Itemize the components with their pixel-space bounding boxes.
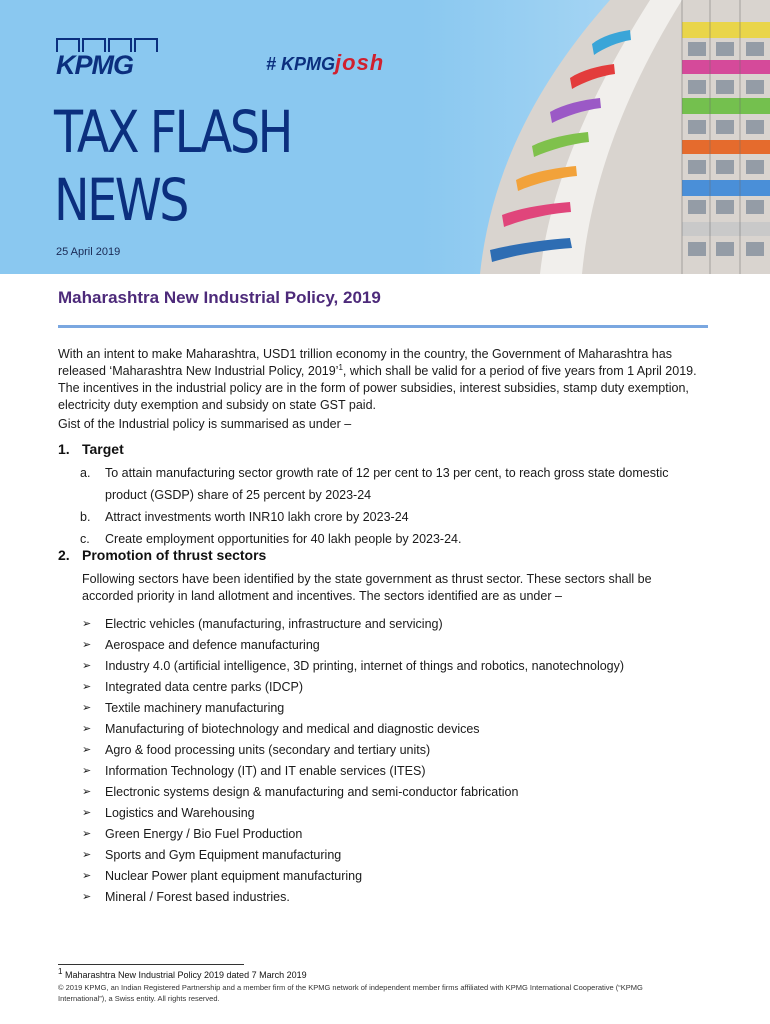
arrow-bullet-icon: ➢ <box>82 828 92 840</box>
list-item-text: Logistics and Warehousing <box>105 806 255 820</box>
list-item <box>82 635 702 656</box>
footnote-text: Maharashtra New Industrial Policy 2019 dated 7 March 2019 <box>64 970 307 980</box>
footnote-reference[interactable]: 1 <box>338 362 343 372</box>
kpmg-logo <box>56 38 160 84</box>
list-item <box>82 677 702 698</box>
arrow-bullet-icon: ➢ <box>82 807 92 819</box>
list-item <box>82 740 702 761</box>
gist-paragraph: Gist of the Industrial policy is summarised as under – <box>58 417 352 431</box>
arrow-bullet-icon: ➢ <box>82 765 92 777</box>
section-number: 2. <box>58 547 70 563</box>
kpmg-logo-word: KPMG <box>56 50 133 80</box>
arrow-bullet-icon: ➢ <box>82 723 92 735</box>
kpmg-josh-logo <box>266 50 384 76</box>
title-divider <box>58 325 708 328</box>
newsletter-title-line1: TAX FLASH <box>54 98 291 166</box>
list-item <box>82 845 702 866</box>
list-item <box>82 698 702 719</box>
footnote-divider <box>58 964 244 965</box>
list-item <box>82 866 702 887</box>
list-item-text: To attain manufacturing sector growth rate of 12 per cent to 13 per cent, to reach gross state domestic <box>105 466 669 480</box>
header-banner <box>0 0 770 274</box>
list-item <box>80 462 700 484</box>
list-item-text: Integrated data centre parks (IDCP) <box>105 680 304 694</box>
footnote-number: 1 <box>58 967 63 976</box>
arrow-bullet-icon: ➢ <box>82 870 92 882</box>
building-photo <box>420 0 770 274</box>
arrow-bullet-icon: ➢ <box>82 849 92 861</box>
arrow-bullet-icon: ➢ <box>82 702 92 714</box>
arrow-bullet-icon: ➢ <box>82 681 92 693</box>
campaign-prefix: # KPMG <box>266 54 336 74</box>
list-item <box>82 761 702 782</box>
arrow-bullet-icon: ➢ <box>82 660 92 672</box>
campaign-word: josh <box>335 50 385 75</box>
newsletter-title-line2: NEWS <box>54 166 188 234</box>
arrow-bullet-icon: ➢ <box>82 891 92 903</box>
article-title: Maharashtra New Industrial Policy, 2019 <box>58 288 381 307</box>
list-item <box>82 803 702 824</box>
list-item <box>80 506 700 528</box>
arrow-bullet-icon: ➢ <box>82 786 92 798</box>
list-item <box>82 782 702 803</box>
list-item-text: Information Technology (IT) and IT enable services (ITES) <box>105 764 426 778</box>
list-item-text: Electronic systems design & manufacturing and semi-conductor fabrication <box>105 785 519 799</box>
section-title: Promotion of thrust sectors <box>82 547 267 563</box>
list-marker: c. <box>80 532 90 546</box>
list-item <box>82 887 702 908</box>
list-item <box>82 824 702 845</box>
intro-text-part2: , which shall be valid for a period of five years from 1 April 2019. The incentives in the industrial policy are in the form of power subsidies, interest subsidies, stamp duty exemption, electricity duty exemption and subsidy on state GST paid. <box>58 364 697 412</box>
list-item <box>82 656 702 677</box>
list-item <box>80 484 700 506</box>
publication-date: 25 April 2019 <box>56 246 121 258</box>
list-item-text: Mineral / Forest based industries. <box>105 890 290 904</box>
section-number: 1. <box>58 441 70 457</box>
thrust-sectors-intro: Following sectors have been identified by the state government as thrust sector. These sectors shall be accorded priority in land allotment and incentives. The sectors identified are as under – <box>82 572 652 603</box>
section-heading-target <box>58 441 124 457</box>
target-list <box>80 462 700 550</box>
list-item-text: Textile machinery manufacturing <box>105 701 285 715</box>
list-marker <box>80 484 105 506</box>
list-item <box>82 614 702 635</box>
section-heading-thrust-sectors <box>58 547 266 563</box>
list-item-text: Industry 4.0 (artificial intelligence, 3D printing, internet of things and robotics, nanotechnology) <box>105 659 625 673</box>
list-item-text: Electric vehicles (manufacturing, infrastructure and servicing) <box>105 617 443 631</box>
list-item-text: Manufacturing of biotechnology and medical and diagnostic devices <box>105 722 480 736</box>
footnote <box>58 967 307 980</box>
list-marker: b. <box>80 510 91 524</box>
list-item-text: Nuclear Power plant equipment manufacturing <box>105 869 363 883</box>
list-item-text: Attract investments worth INR10 lakh crore by 2023-24 <box>105 510 409 524</box>
thrust-sector-list <box>82 614 702 908</box>
intro-text-part1: With an intent to make Maharashtra, USD1 trillion economy in the country, the Government of Maharashtra has released ‘Maharashtra New Industrial Policy, 2019’ <box>58 347 672 378</box>
copyright-notice: © 2019 KPMG, an Indian Registered Partnership and a member firm of the KPMG network of independent member firms affiliated with KPMG International Cooperative (“KPMG International”), a Swiss entity. All rights reserved. <box>58 983 643 1003</box>
list-item-text: Create employment opportunities for 40 lakh people by 2023-24. <box>105 532 462 546</box>
arrow-bullet-icon: ➢ <box>82 639 92 651</box>
arrow-bullet-icon: ➢ <box>82 744 92 756</box>
list-item <box>82 719 702 740</box>
list-item-text: Aerospace and defence manufacturing <box>105 638 320 652</box>
list-item-text: Green Energy / Bio Fuel Production <box>105 827 303 841</box>
list-item-text: Agro & food processing units (secondary and tertiary units) <box>105 743 431 757</box>
arrow-bullet-icon: ➢ <box>82 618 92 630</box>
list-item-text: Sports and Gym Equipment manufacturing <box>105 848 342 862</box>
section-title: Target <box>82 441 124 457</box>
intro-paragraph <box>58 346 708 414</box>
list-marker: a. <box>80 466 91 480</box>
list-item-text: product (GSDP) share of 25 percent by 2023-24 <box>105 488 372 502</box>
